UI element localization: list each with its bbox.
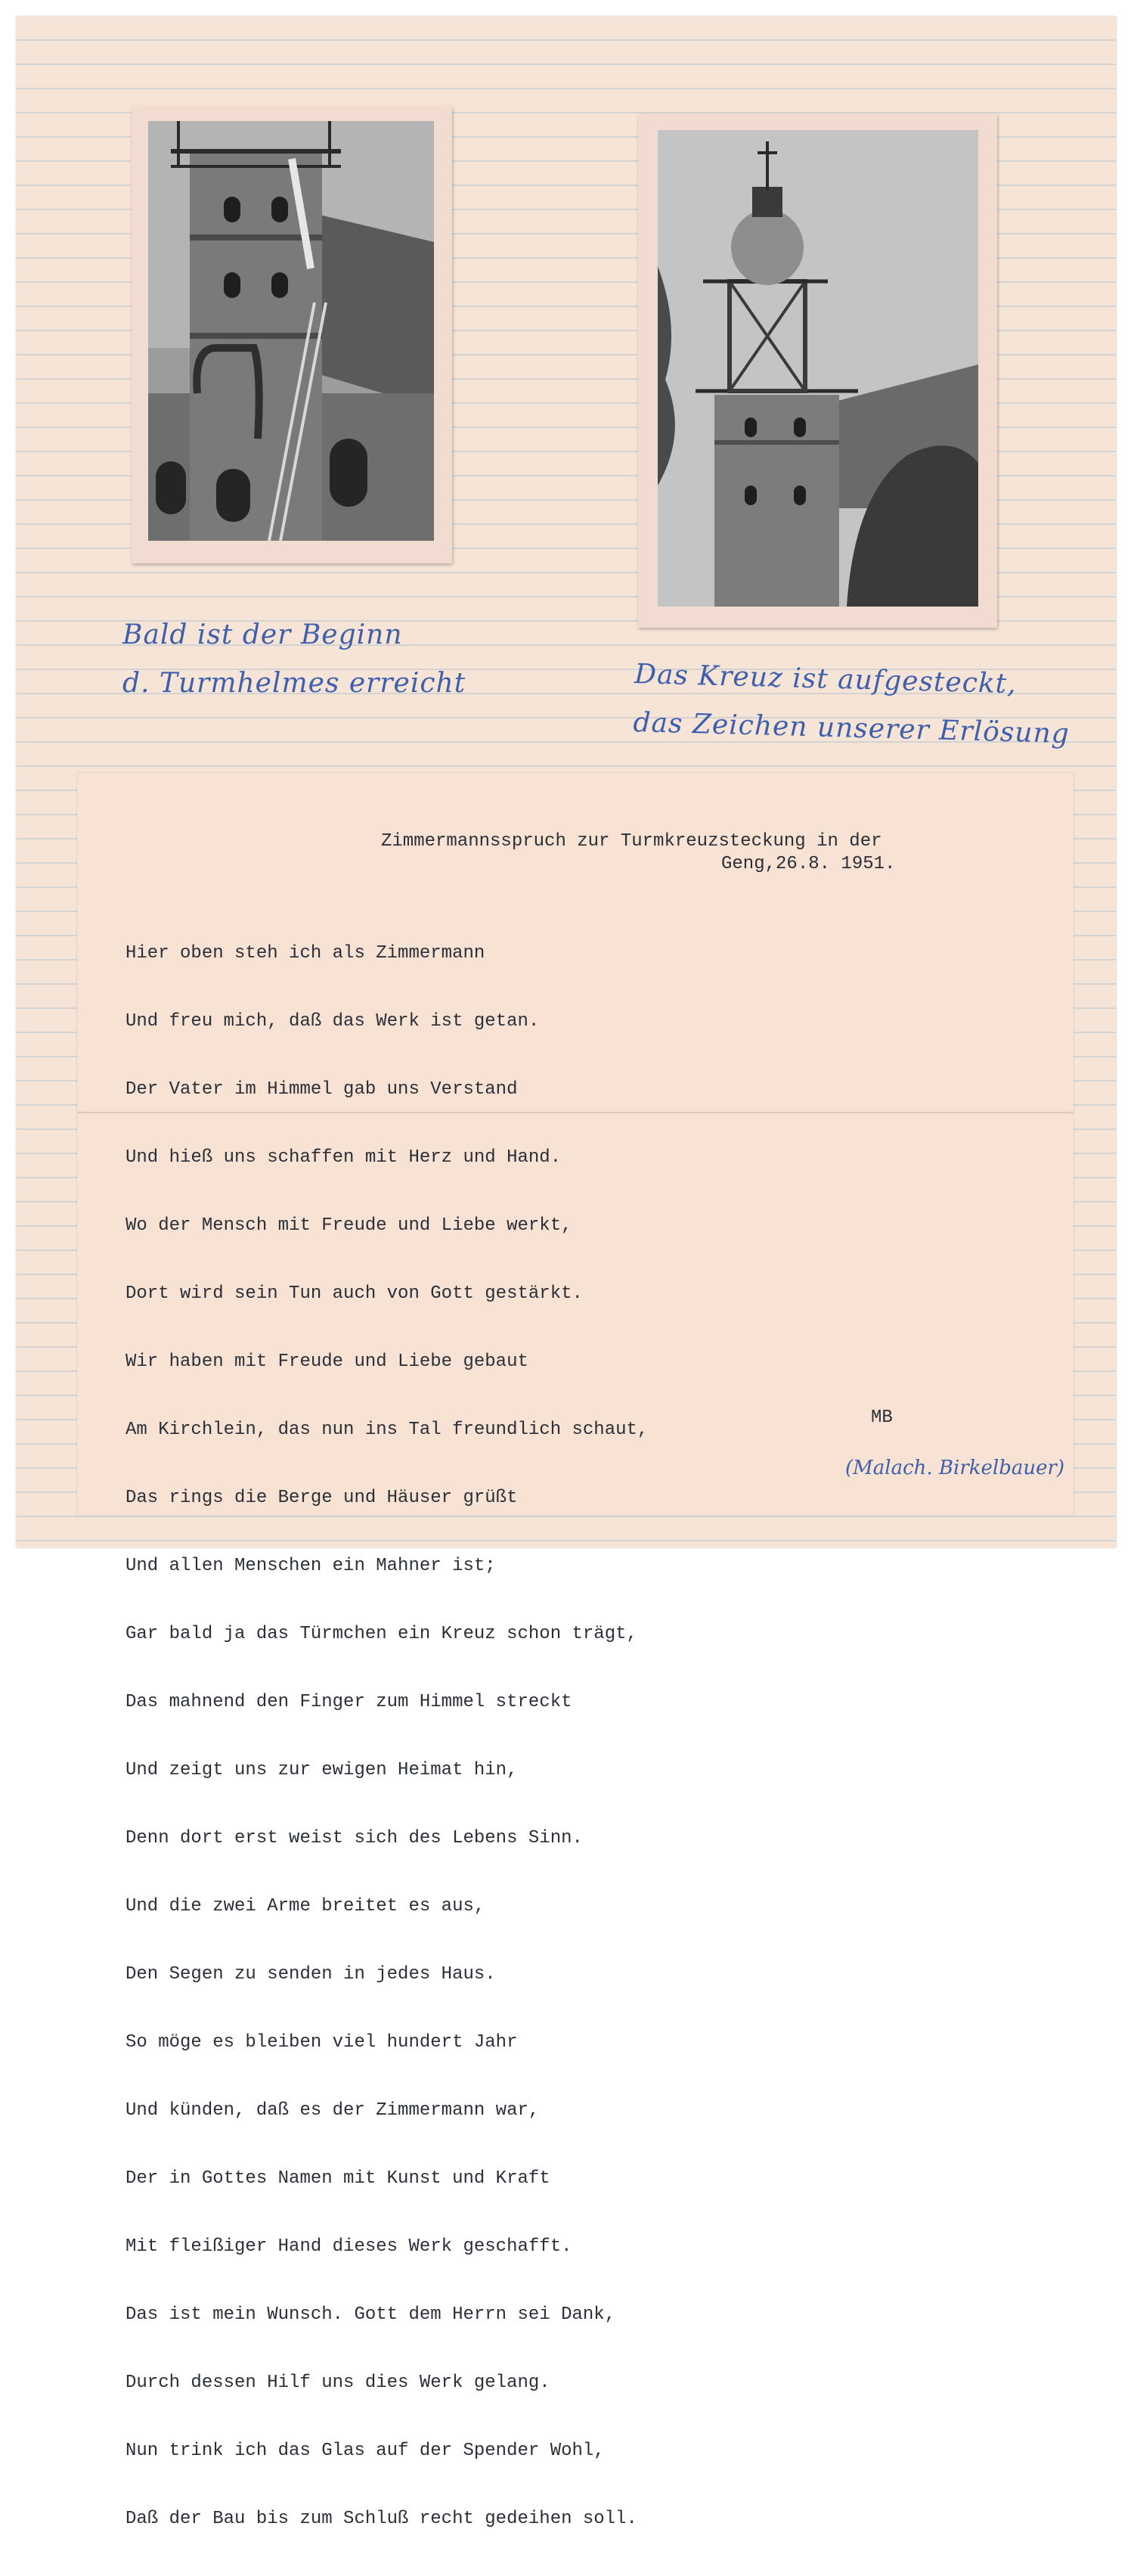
poem-line: Der in Gottes Namen mit Kunst und Kraft <box>125 2168 550 2189</box>
poem-line: Das mahnend den Finger zum Himmel streckt <box>125 1692 572 1712</box>
poem-line: Durch dessen Hilf uns dies Werk gelang. <box>125 2373 550 2393</box>
poem-line: Dort wird sein Tun auch von Gott gestärkt. <box>125 1283 583 1304</box>
poem-line: Der Vater im Himmel gab uns Verstand <box>125 1079 518 1100</box>
caption-left <box>122 611 466 708</box>
poem-line: Und zeigt uns zur ewigen Heimat hin, <box>125 1760 518 1780</box>
poem-line: Daß der Bau bis zum Schluß recht gedeihen soll. <box>125 2509 637 2529</box>
poem <box>125 897 648 2576</box>
typed-sheet <box>77 773 1074 2529</box>
poem-line: Und hieß uns schaffen mit Herz und Hand. <box>125 1147 562 1168</box>
photo-tower-with-cross <box>638 113 997 628</box>
poem-line: Wo der Mensch mit Freude und Liebe werkt, <box>125 1215 572 1236</box>
poem-line: Gar bald ja das Türmchen ein Kreuz schon trägt, <box>125 1624 637 1644</box>
poem-line: Und allen Menschen ein Mahner ist; <box>125 1556 496 1576</box>
caption-right-line2: das Zeichen unserer Erlösung <box>632 706 1070 750</box>
poem-line: Den Segen zu senden in jedes Haus. <box>125 1964 496 1985</box>
album-page <box>17 17 1116 2529</box>
typed-title-line1: Zimmermannsspruch zur Turmkreuzsteckung in der <box>381 831 882 852</box>
poem-line: Und die zwei Arme breitet es aus, <box>125 1896 485 1916</box>
poem-line: Hier oben steh ich als Zimmermann <box>125 943 485 964</box>
caption-left-line2: d. Turmhelmes erreicht <box>122 668 466 699</box>
caption-right-line1: Das Kreuz ist aufgesteckt, <box>634 658 1018 700</box>
poem-line: Nun trink ich das Glas auf der Spender Wohl, <box>125 2441 605 2461</box>
poem-line: Und künden, daß es der Zimmermann war, <box>125 2100 540 2121</box>
typed-title-line2: Geng,26.8. 1951. <box>721 854 896 874</box>
caption-left-line1: Bald ist der Beginn <box>122 619 403 650</box>
poem-line: Wir haben mit Freude und Liebe gebaut <box>125 1352 528 1372</box>
poem-line: Das ist mein Wunsch. Gott dem Herrn sei Dank, <box>125 2304 616 2325</box>
typed-initials: MB <box>871 1407 893 1428</box>
poem-line: So möge es bleiben viel hundert Jahr <box>125 2032 518 2053</box>
tower-cross-image <box>658 130 978 607</box>
poem-line: Und freu mich, daß das Werk ist getan. <box>125 1011 540 1032</box>
photo-tower-construction <box>132 106 452 563</box>
poem-line: Am Kirchlein, das nun ins Tal freundlich schaut, <box>125 1420 649 1440</box>
tower-scaffold-image <box>148 121 434 541</box>
poem-line: Mit fleißiger Hand dieses Werk geschafft. <box>125 2236 572 2257</box>
poem-line: Denn dort erst weist sich des Lebens Sinn. <box>125 1828 583 1848</box>
poem-line: Das rings die Berge und Häuser grüßt <box>125 1488 518 1508</box>
handwritten-signature: (Malach. Birkelbauer) <box>845 1457 1065 1479</box>
caption-right <box>633 650 1072 759</box>
